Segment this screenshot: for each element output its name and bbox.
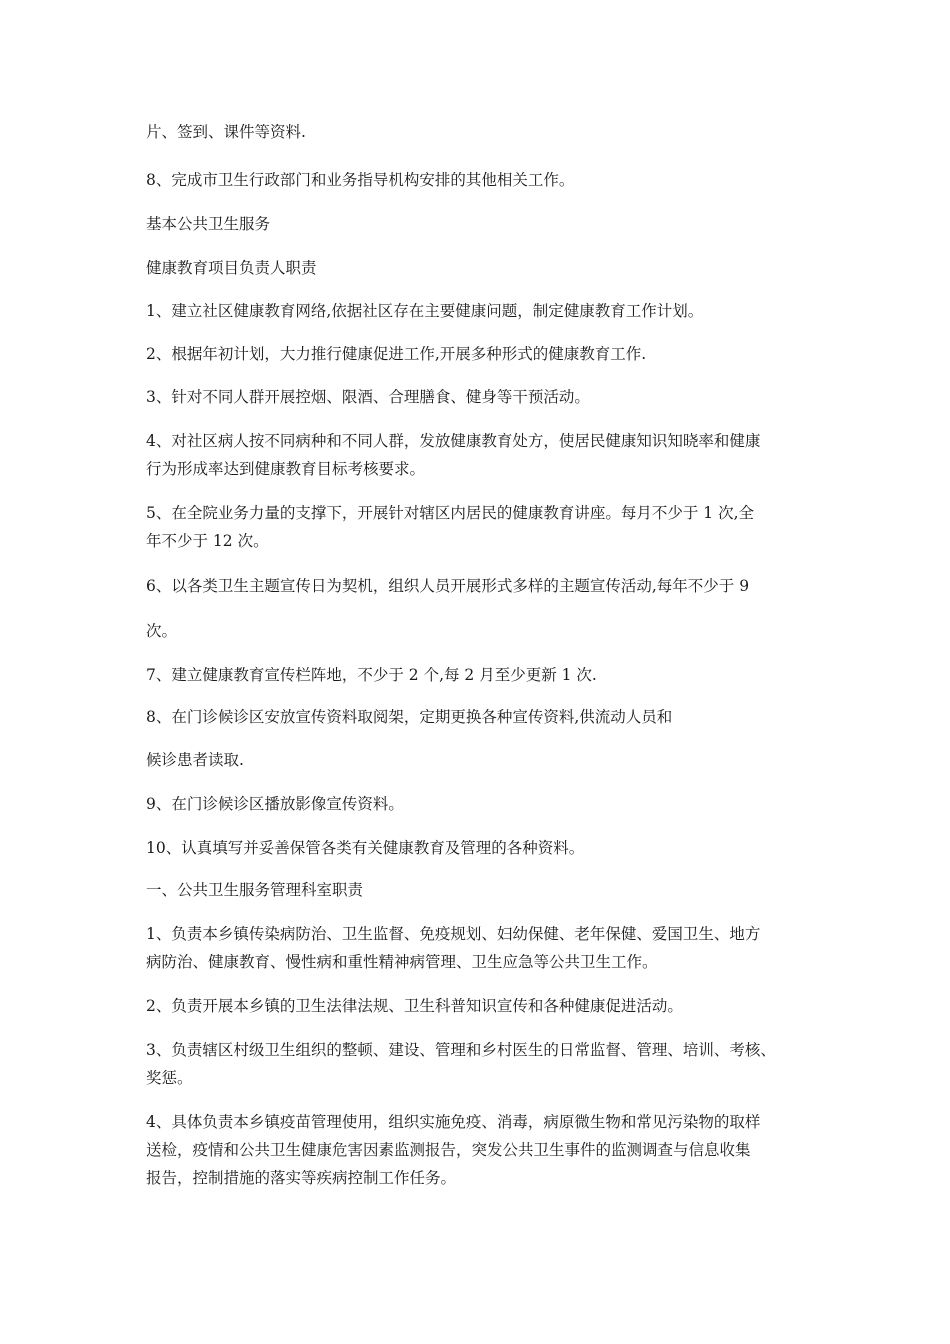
paragraph: [146, 383, 826, 411]
paragraph: [146, 118, 826, 146]
text-line: 5、在全院业务力量的支撑下，开展针对辖区内居民的健康教育讲座。每月不少于 1 次,全: [146, 504, 755, 522]
paragraph: [146, 661, 826, 689]
text-line: 奖惩。: [146, 1069, 193, 1087]
text-line: 10、认真填写并妥善保管各类有关健康教育及管理的各种资料。: [146, 839, 585, 857]
section-heading: [146, 210, 826, 238]
paragraph: [146, 920, 826, 976]
text-line: 8、在门诊候诊区安放宣传资料取阅架，定期更换各种宣传资料,供流动人员和: [146, 708, 673, 726]
text-line: 片、签到、课件等资料.: [146, 123, 306, 141]
text-line: 4、具体负责本乡镇疫苗管理使用，组织实施免疫、消毒，病原微生物和常见污染物的取样: [146, 1113, 761, 1131]
paragraph: [146, 499, 826, 555]
paragraph: [146, 340, 826, 368]
section-heading: [146, 876, 826, 904]
paragraph: [146, 297, 826, 325]
section-heading: [146, 254, 826, 282]
text-line: 行为形成率达到健康教育目标考核要求。: [146, 460, 426, 478]
text-line: 4、对社区病人按不同病种和不同人群，发放健康教育处方，使居民健康知识知晓率和健康: [146, 432, 761, 450]
text-line: 6、以各类卫生主题宣传日为契机，组织人员开展形式多样的主题宣传活动,每年不少于 9: [146, 577, 750, 595]
paragraph: [146, 834, 826, 862]
text-line: 送检，疫情和公共卫生健康危害因素监测报告，突发公共卫生事件的监测调查与信息收集: [146, 1141, 751, 1159]
text-line: 3、负责辖区村级卫生组织的整顿、建设、管理和乡村医生的日常监督、管理、培训、考核、: [146, 1041, 776, 1059]
text-line: 7、建立健康教育宣传栏阵地，不少于 2 个,每 2 月至少更新 1 次.: [146, 666, 597, 684]
paragraph: [146, 572, 826, 600]
text-line: 8、完成市卫生行政部门和业务指导机构安排的其他相关工作。: [146, 171, 575, 189]
paragraph: [146, 746, 826, 774]
text-line: 一、公共卫生服务管理科室职责: [146, 881, 364, 899]
text-line: 1、负责本乡镇传染病防治、卫生监督、免疫规划、妇幼保健、老年保健、爱国卫生、地方: [146, 925, 761, 943]
paragraph: [146, 790, 826, 818]
text-line: 1、建立社区健康教育网络,依据社区存在主要健康问题，制定健康教育工作计划。: [146, 302, 704, 320]
text-line: 病防治、健康教育、慢性病和重性精神病管理、卫生应急等公共卫生工作。: [146, 953, 658, 971]
paragraph: [146, 992, 826, 1020]
text-line: 基本公共卫生服务: [146, 215, 271, 233]
text-line: 报告，控制措施的落实等疾病控制工作任务。: [146, 1169, 457, 1187]
paragraph: [146, 427, 826, 483]
paragraph: [146, 166, 826, 194]
text-line: 2、负责开展本乡镇的卫生法律法规、卫生科普知识宣传和各种健康促进活动。: [146, 997, 683, 1015]
paragraph: [146, 1036, 826, 1092]
text-line: 年不少于 12 次。: [146, 532, 269, 550]
paragraph: [146, 703, 826, 731]
text-line: 次。: [146, 622, 178, 640]
paragraph: [146, 1108, 826, 1192]
text-line: 9、在门诊候诊区播放影像宣传资料。: [146, 795, 404, 813]
paragraph: [146, 617, 826, 645]
text-line: 健康教育项目负责人职责: [146, 259, 317, 277]
text-line: 3、针对不同人群开展控烟、限酒、合理膳食、健身等干预活动。: [146, 388, 590, 406]
text-line: 2、根据年初计划，大力推行健康促进工作,开展多种形式的健康教育工作.: [146, 345, 647, 363]
text-line: 候诊患者读取.: [146, 751, 244, 769]
